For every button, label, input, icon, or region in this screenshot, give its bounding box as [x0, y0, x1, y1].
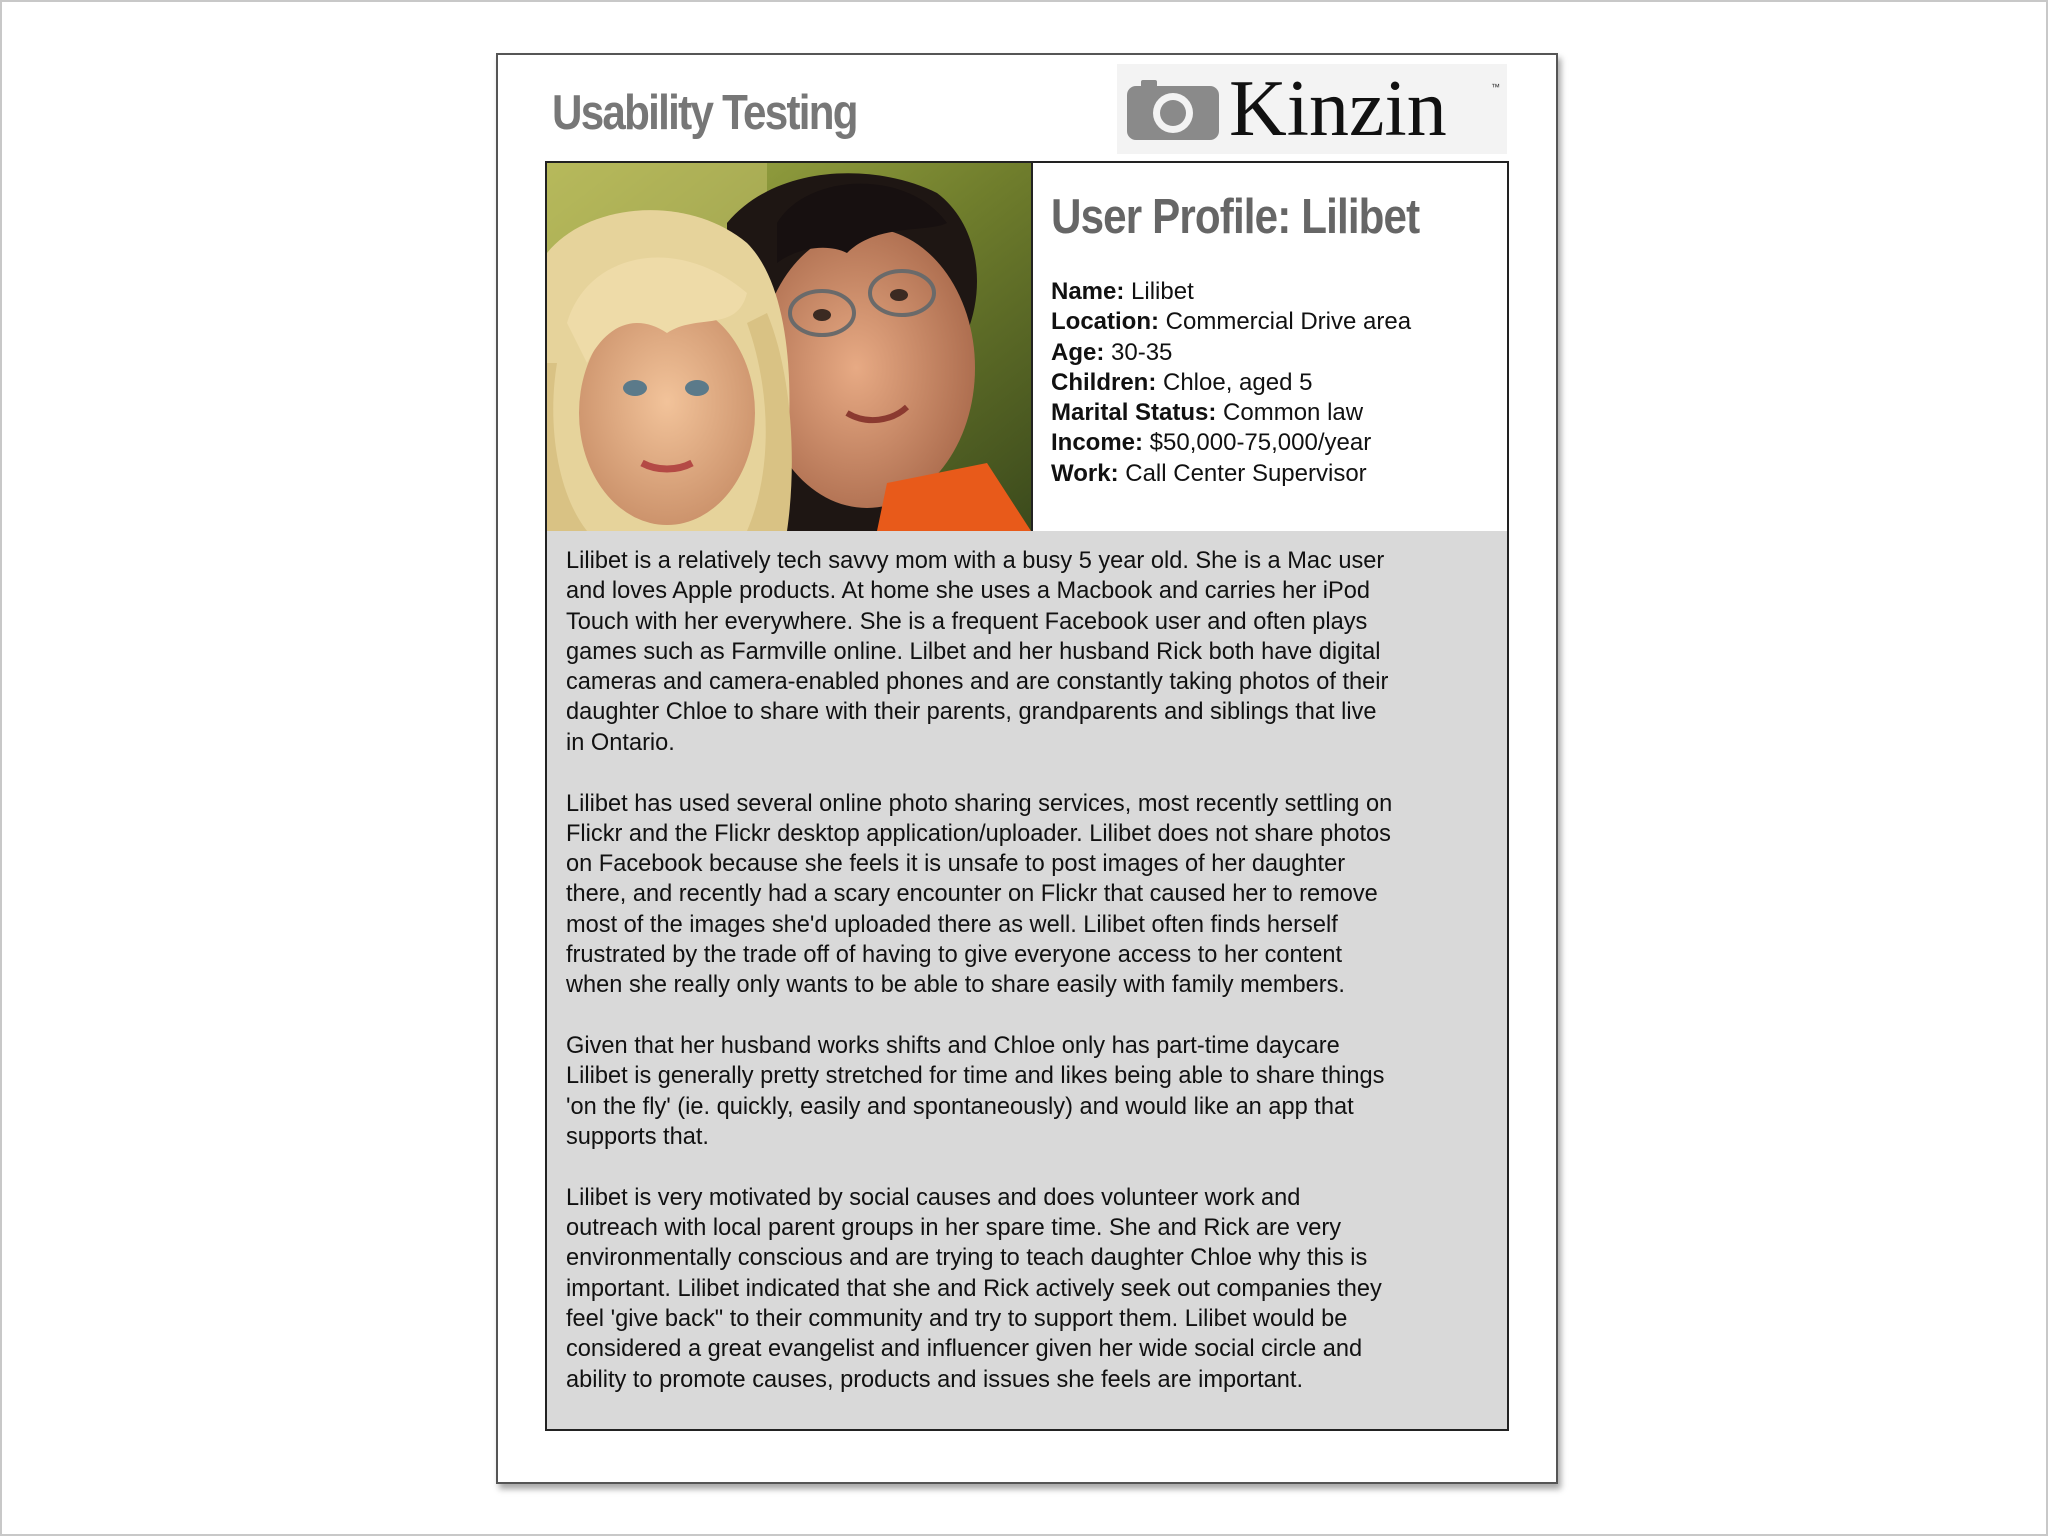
field-value: Commercial Drive area	[1159, 308, 1412, 336]
logo-wordmark: Kinzin	[1229, 65, 1447, 153]
field-label: Work:	[1051, 459, 1119, 487]
persona-card	[496, 53, 1558, 1484]
field-label: Name:	[1051, 278, 1125, 305]
trademark-mark: ™	[1491, 82, 1500, 92]
field-value: Common law	[1216, 399, 1364, 427]
description-box	[545, 531, 1509, 1431]
field-age	[1051, 338, 1411, 368]
paragraph: Lilibet has used several online photo sharing services, most recently settling on Flickr and the Flickr desktop application/uploader. Lilibet does not share photos on Facebook because she feels it is unsafe to post images of her daughter there, and recently had a scary encounter on Flickr that caused her to remove most of the images she'd uploaded there as well. Lilibet often finds herself frustrated by the trade off of having to give everyone access to her content when she really only wants to be able to share easily with family members.	[566, 790, 1393, 999]
field-children	[1051, 368, 1411, 398]
document-title: Usability Testing	[552, 86, 857, 140]
field-name	[1051, 277, 1411, 307]
field-label: Income:	[1051, 429, 1144, 457]
profile-header-box	[545, 161, 1509, 533]
field-label: Marital Status:	[1051, 399, 1217, 427]
paragraph: Lilibet is a relatively tech savvy mom with a busy 5 year old. She is a Mac user and loves Apple products. At home she uses a Macbook and carries her iPod Touch with her everywhere. She is a frequent Facebook user and often plays games such as Farmville online. Lilbet and her husband Rick both have digital cameras and camera-enabled phones and are constantly taking photos of their daughter Chloe to share with their parents, grandparents and siblings that live in Ontario.	[566, 548, 1389, 756]
profile-fields	[1051, 277, 1411, 489]
camera-icon	[1127, 80, 1219, 140]
field-value: Call Center Supervisor	[1118, 459, 1367, 487]
profile-title: User Profile: Lilibet	[1051, 190, 1420, 244]
field-location	[1051, 307, 1411, 337]
field-value: Lilibet	[1124, 278, 1194, 305]
persona-photo	[547, 163, 1033, 531]
field-label: Age:	[1051, 338, 1105, 366]
field-value: 30-35	[1104, 338, 1173, 366]
paragraph: Lilibet is very motivated by social causes and does volunteer work and outreach with local parent groups in her spare time. She and Rick are very environmentally conscious and are trying to teach daughter Chloe why this is important. Lilibet indicated that she and Rick actively seek out companies they feel 'give back" to their community and try to support them. Lilibet would be considered a great evangelist and influencer given her wide social circle and ability to promote causes, products and issues she feels are important.	[566, 1184, 1382, 1393]
field-income	[1051, 428, 1411, 458]
description-text	[566, 546, 1496, 1425]
paragraph: Given that her husband works shifts and Chloe only has part-time daycare Lilibet is generally pretty stretched for time and likes being able to share things 'on the fly' (ie. quickly, easily and spontaneously) and would like an app that supports that.	[566, 1033, 1385, 1151]
field-value: Chloe, aged 5	[1156, 368, 1313, 396]
field-value: $50,000-75,000/year	[1143, 429, 1372, 457]
kinzin-logo	[1117, 64, 1507, 154]
field-marital-status	[1051, 398, 1411, 428]
field-label: Location:	[1051, 308, 1159, 336]
field-label: Children:	[1051, 368, 1157, 396]
field-work	[1051, 459, 1411, 489]
